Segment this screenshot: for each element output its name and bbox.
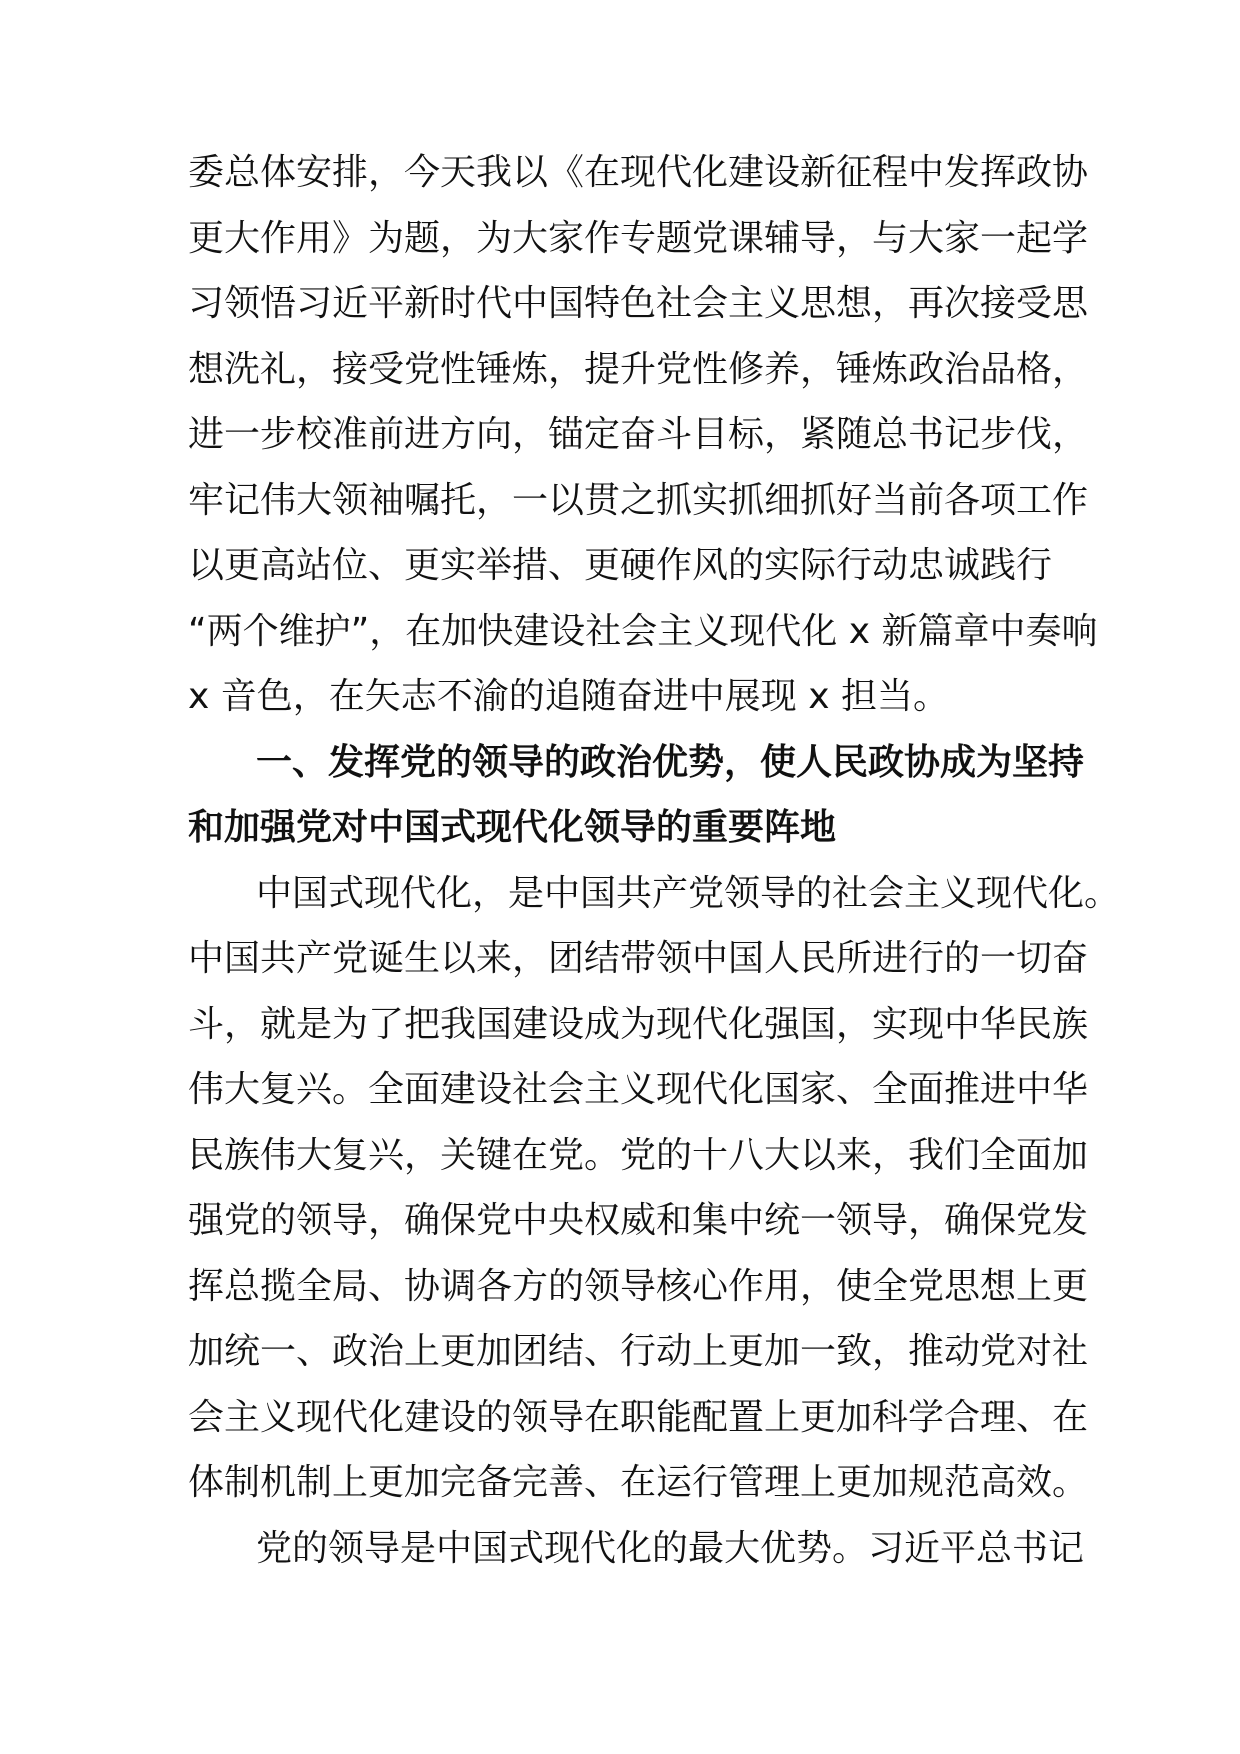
text-line: 想洗礼，接受党性锤炼，提升党性修养，锤炼政治品格，: [188, 348, 1089, 390]
text-line: 挥总揽全局、协调各方的领导核心作用，使全党思想上更: [188, 1265, 1089, 1307]
document-body: [188, 140, 1121, 1581]
text-line: 伟大复兴。全面建设社会主义现代化国家、全面推进中华: [188, 1069, 1089, 1110]
text-line: 牢记伟大领袖嘱托，一以贯之抓实抓细抓好当前各项工作: [188, 479, 1089, 521]
text-line: 斗，就是为了把我国建设成为现代化强国，实现中华民族: [188, 1003, 1089, 1045]
text-line: 会主义现代化建设的领导在职能配置上更加科学合理、在: [188, 1396, 1089, 1438]
text-line: 民族伟大复兴，关键在党。党的十八大以来，我们全面加: [188, 1134, 1089, 1176]
text-line: 党的领导是中国式现代化的最大优势。习近平总书记: [256, 1527, 1085, 1569]
paragraph-body: [188, 861, 1121, 1516]
text-line: 中国共产党诞生以来，团结带领中国人民所进行的一切奋: [188, 938, 1089, 979]
text-line: x 音色，在矢志不渝的追随奋进中展现 x 担当。: [188, 676, 949, 717]
text-line: 体制机制上更加完备完善、在运行管理上更加规范高效。: [188, 1462, 1089, 1503]
paragraph-intro: [188, 140, 1098, 730]
heading-line: 一、发挥党的领导的政治优势，使人民政协成为坚持: [256, 741, 1085, 783]
heading-line: 和加强党对中国式现代化领导的重要阵地: [188, 807, 837, 848]
paragraph-body: [188, 1516, 1085, 1582]
text-line: 进一步校准前进方向，锚定奋斗目标，紧随总书记步伐，: [188, 414, 1089, 455]
text-line: 更大作用》为题，为大家作专题党课辅导，与大家一起学: [188, 217, 1089, 259]
text-line: 以更高站位、更实举措、更硬作风的实际行动忠诚践行: [188, 545, 1053, 586]
text-line: “两个维护”，在加快建设社会主义现代化 x 新篇章中奏响: [188, 610, 1098, 652]
text-line: 委总体安排，今天我以《在现代化建设新征程中发挥政协: [188, 152, 1089, 193]
section-heading: [188, 730, 1085, 861]
text-line: 习领悟习近平新时代中国特色社会主义思想，再次接受思: [188, 283, 1089, 324]
text-line: 加统一、政治上更加团结、行动上更加一致，推动党对社: [188, 1331, 1089, 1372]
text-line: 中国式现代化，是中国共产党领导的社会主义现代化。: [256, 872, 1121, 914]
text-line: 强党的领导，确保党中央权威和集中统一领导，确保党发: [188, 1200, 1089, 1241]
